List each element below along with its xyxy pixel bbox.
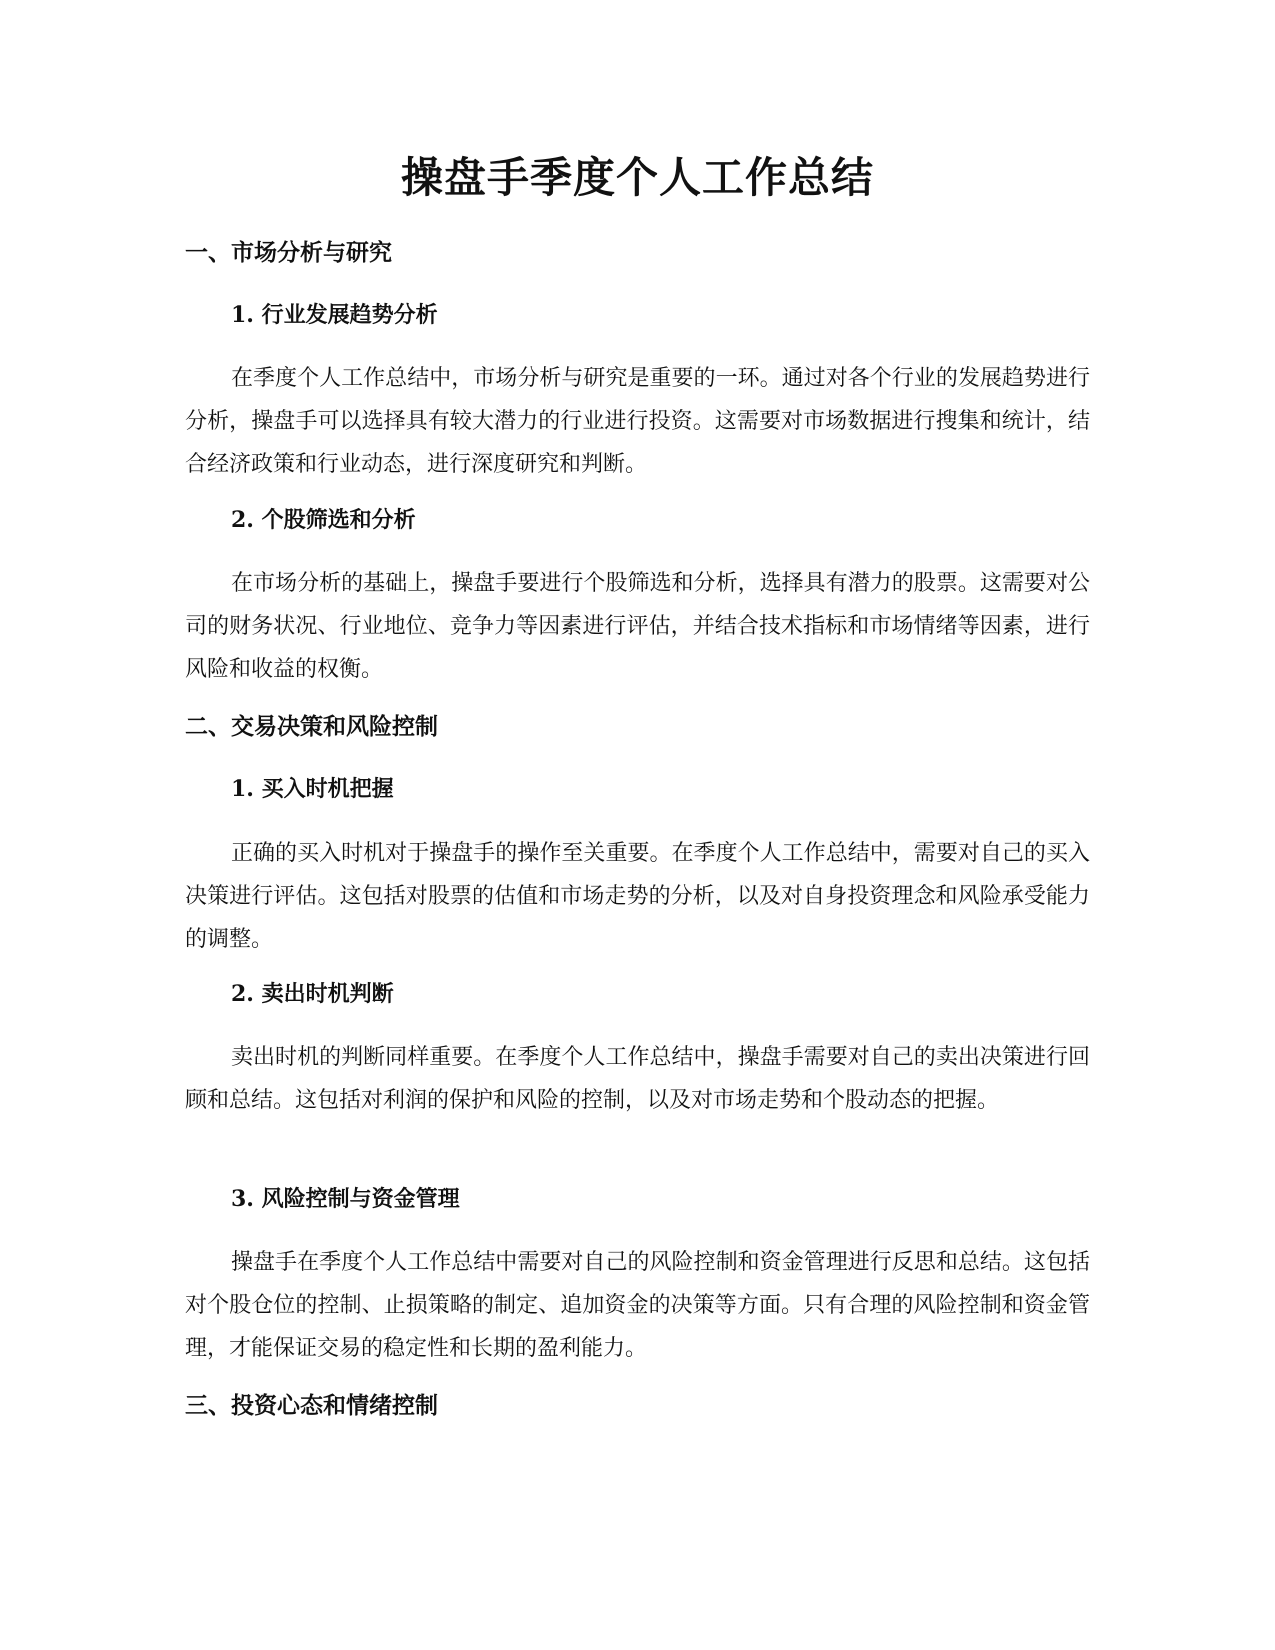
section-heading-2: 二、交易决策和风险控制 bbox=[185, 714, 438, 740]
paragraph-1-2: 在市场分析的基础上，操盘手要进行个股筛选和分析，选择具有潜力的股票。这需要对公司的财务状况、行业地位、竞争力等因素进行评估，并结合技术指标和市场情绪等因素，进行风险和收益的权衡。 bbox=[185, 571, 1090, 682]
subsection-heading-1-1: 1. 行业发展趋势分析 bbox=[231, 302, 438, 328]
section-heading-3: 三、投资心态和情绪控制 bbox=[185, 1393, 438, 1419]
section-heading-1: 一、市场分析与研究 bbox=[185, 240, 392, 266]
subsection-heading-2-1: 1. 买入时机把握 bbox=[231, 776, 394, 802]
paragraph-2-3: 操盘手在季度个人工作总结中需要对自己的风险控制和资金管理进行反思和总结。这包括对个股仓位的控制、止损策略的制定、追加资金的决策等方面。只有合理的风险控制和资金管理，才能保证交易的稳定性和长期的盈利能力。 bbox=[185, 1250, 1090, 1361]
subsection-heading-2-3: 3. 风险控制与资金管理 bbox=[231, 1186, 460, 1212]
paragraph-1-1: 在季度个人工作总结中，市场分析与研究是重要的一环。通过对各个行业的发展趋势进行分析，操盘手可以选择具有较大潜力的行业进行投资。这需要对市场数据进行搜集和统计，结合经济政策和行业动态，进行深度研究和判断。 bbox=[185, 366, 1090, 477]
subsection-heading-2-2: 2. 卖出时机判断 bbox=[231, 981, 394, 1007]
document-title: 操盘手季度个人工作总结 bbox=[400, 153, 874, 202]
paragraph-2-2: 卖出时机的判断同样重要。在季度个人工作总结中，操盘手需要对自己的卖出决策进行回顾和总结。这包括对利润的保护和风险的控制，以及对市场走势和个股动态的把握。 bbox=[185, 1045, 1090, 1113]
paragraph-2-1: 正确的买入时机对于操盘手的操作至关重要。在季度个人工作总结中，需要对自己的买入决策进行评估。这包括对股票的估值和市场走势的分析，以及对自身投资理念和风险承受能力的调整。 bbox=[185, 841, 1090, 952]
subsection-heading-1-2: 2. 个股筛选和分析 bbox=[231, 507, 416, 533]
